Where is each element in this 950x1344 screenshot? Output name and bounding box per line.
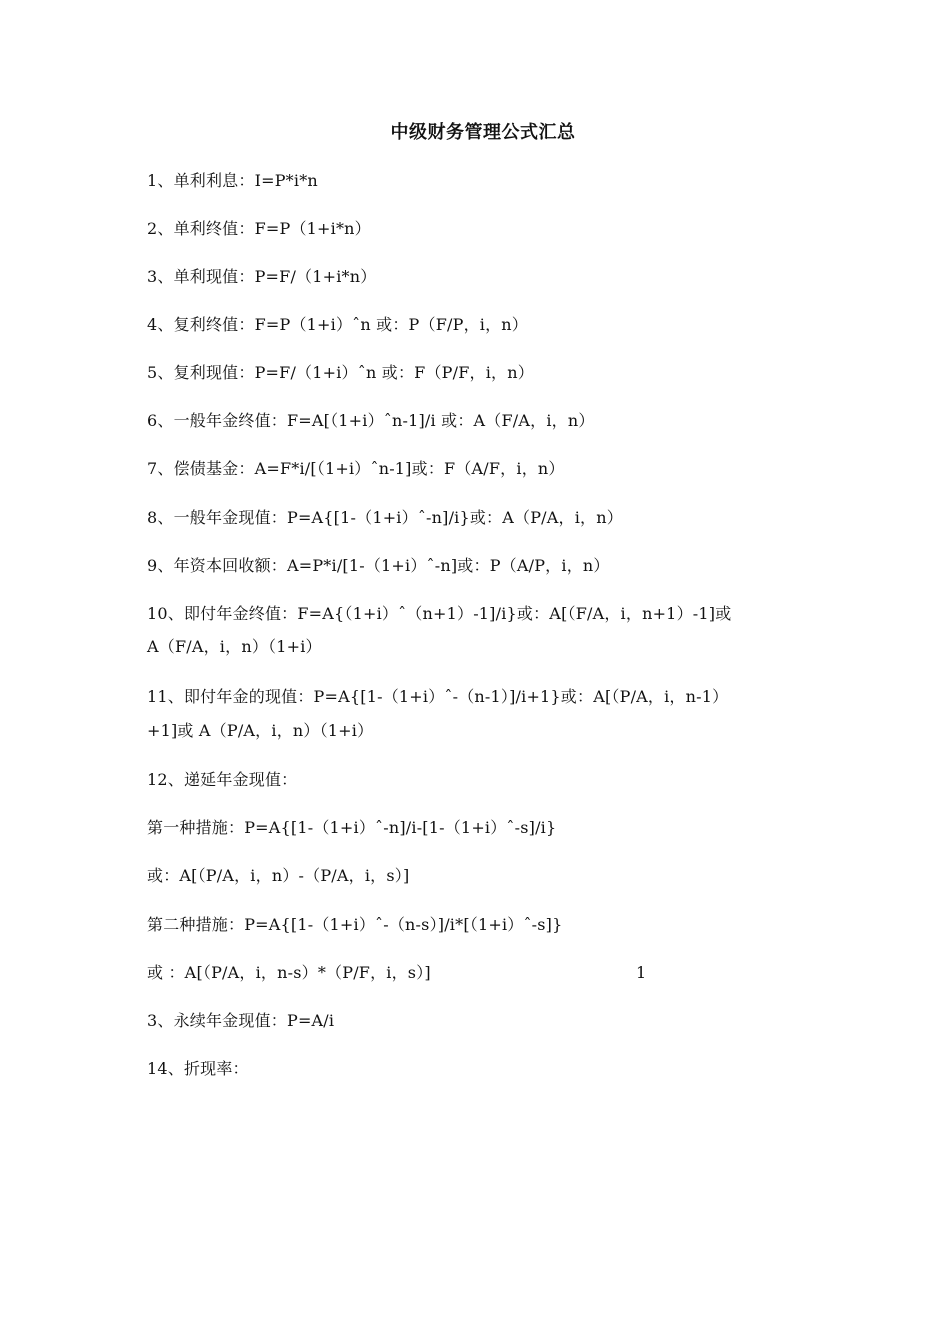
formula-line-annuity-present-value: 8、一般年金现值：P=A{[1-（1+i）ˆ-n]/i}或：A（P/A，i，n）: [147, 508, 623, 527]
formula-line-perpetuity: 3、永续年金现值：P=A/i: [147, 1011, 335, 1030]
formula-line-annuity-due-future-value: 10、即付年金终值：F=A{（1+i）ˆ（n+1）-1]/i}或：A[（F/A，i，n+1）-1]或: [147, 604, 732, 623]
formula-line-deferred-method-2-alt: 或 ：A[（P/A，i，n-s）*（P/F，i，s）]: [147, 963, 431, 982]
formula-line-compound-present-value: 5、复利现值：P=F/（1+i）ˆn 或：F（P/F，i，n）: [147, 363, 534, 382]
formula-line-simple-future-value: 2、单利终值：F=P（1+i*n）: [147, 219, 371, 238]
formula-line-deferred-method-2: 第二种措施：P=A{[1-（1+i）ˆ-（n-s）]/i*[（1+i）ˆ-s]}: [147, 915, 563, 934]
formula-line-compound-future-value: 4、复利终值：F=P（1+i）ˆn 或：P（F/P，i，n）: [147, 315, 528, 334]
formula-line-annuity-due-present-value: 11、即付年金的现值：P=A{[1-（1+i）ˆ-（n-1）]/i+1}或：A[（P/A，i，n-1）: [147, 687, 729, 706]
section-heading-deferred-annuity: 12、递延年金现值：: [147, 770, 298, 789]
section-heading-discount-rate: 14、折现率：: [147, 1059, 249, 1078]
page-number: 1: [636, 963, 647, 982]
formula-line-annuity-future-value: 6、一般年金终值：F=A[（1+i）ˆn-1]/i 或：A（F/A，i，n）: [147, 411, 595, 430]
formula-line-deferred-method-1: 第一种措施：P=A{[1-（1+i）ˆ-n]/i-[1-（1+i）ˆ-s]/i}: [147, 818, 557, 837]
formula-line-capital-recovery: 9、年资本回收额：A=P*i/[1-（1+i）ˆ-n]或：P（A/P，i，n）: [147, 556, 610, 575]
formula-line-deferred-method-1-alt: 或：A[（P/A，i，n）-（P/A，i，s）]: [147, 866, 410, 885]
formula-line-annuity-due-present-value-cont: +1]或 A（P/A，i，n）（1+i）: [147, 721, 374, 740]
formula-line-simple-present-value: 3、单利现值：P=F/（1+i*n）: [147, 267, 377, 286]
formula-line-sinking-fund: 7、偿债基金：A=F*i/[（1+i）ˆn-1]或：F（A/F，i，n）: [147, 459, 565, 478]
formula-line-simple-interest: 1、单利利息：I=P*i*n: [147, 171, 318, 190]
formula-line-annuity-due-future-value-cont: A（F/A，i，n）（1+i）: [147, 637, 322, 656]
page-title: 中级财务管理公式汇总: [390, 122, 576, 143]
